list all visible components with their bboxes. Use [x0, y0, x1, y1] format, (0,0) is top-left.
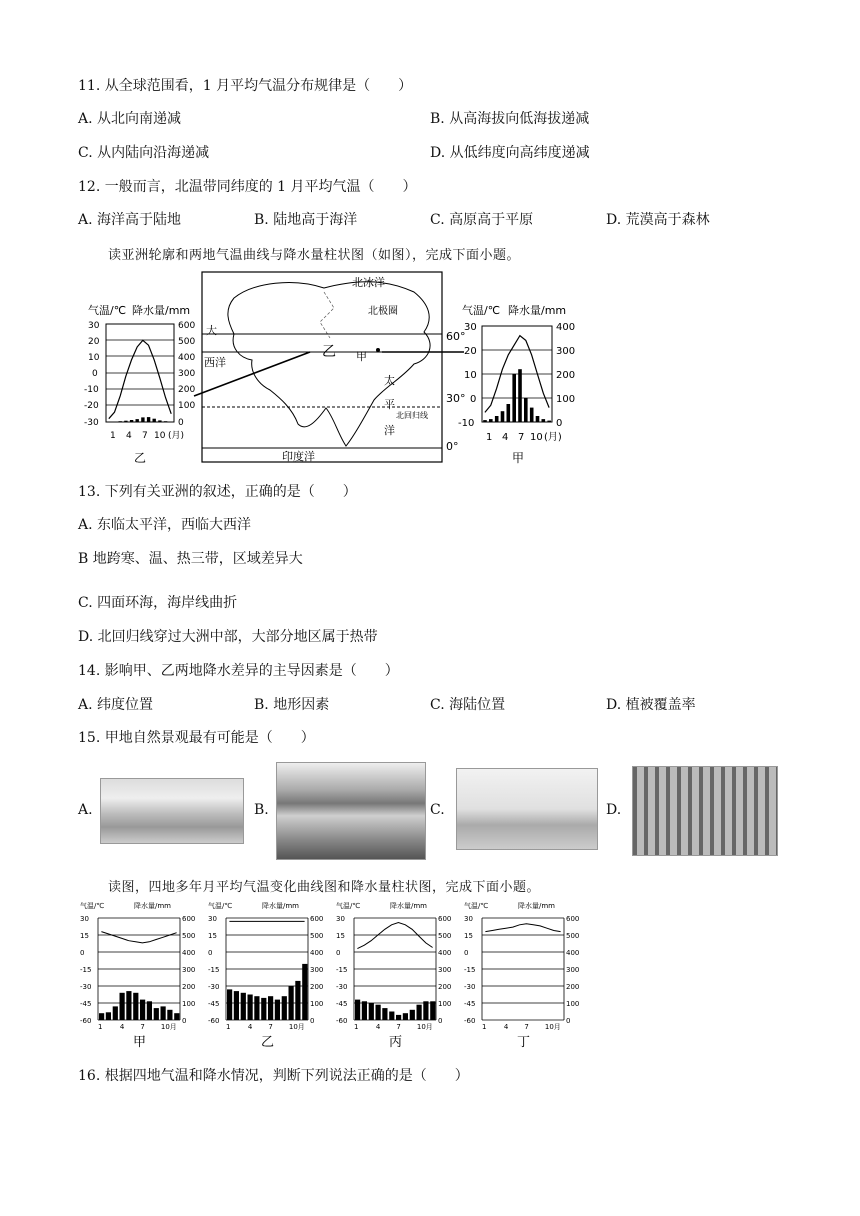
q13-option-c[interactable]: C. 四面环海，海岸线曲折 [78, 595, 238, 611]
q11-option-a[interactable]: A. 从北向南递减 [78, 111, 182, 127]
label-pacific-1: 太 [384, 374, 395, 387]
chart-precip-bar [302, 964, 307, 1020]
chart-temp-tick: -45 [336, 1000, 348, 1008]
svg-text:400: 400 [556, 322, 576, 333]
chart-precip-bar [289, 986, 294, 1020]
svg-text:10: 10 [464, 370, 477, 381]
chart-caption: 乙 [261, 1035, 275, 1050]
chart-month-tick: 7 [268, 1023, 273, 1031]
q11-option-d[interactable]: D. 从低纬度向高纬度递减 [430, 145, 590, 161]
chart-month-tick: 7 [140, 1023, 145, 1031]
q11-option-c[interactable]: C. 从内陆向沿海递减 [78, 145, 210, 161]
q14-option-b[interactable]: B. 地形因素 [254, 697, 330, 713]
chart-precip-tick: 400 [438, 949, 452, 957]
chart-temp-curve [357, 923, 432, 949]
svg-text:100: 100 [178, 401, 196, 411]
chart-yi-precip-bar [170, 422, 173, 423]
chart-precip-bar [133, 993, 138, 1020]
svg-text:4: 4 [126, 431, 132, 441]
q13-option-d[interactable]: D. 北回归线穿过大洲中部，大部分地区属于热带 [78, 629, 378, 645]
label-indian-ocean: 印度洋 [282, 450, 315, 463]
intro-1: 读亚洲轮廓和两地气温曲线与降水量柱状图（如图），完成下面小题。 [108, 248, 521, 263]
chart-temp-tick: 0 [336, 949, 341, 957]
landscape-b-grassland-image[interactable] [276, 762, 426, 860]
svg-text:1: 1 [486, 432, 493, 443]
svg-text:200: 200 [556, 370, 576, 381]
chart-month-tick: 4 [375, 1023, 381, 1031]
chart-jia-precip-bar [547, 421, 551, 422]
intro-2: 读图，四地多年月平均气温变化曲线图和降水量柱状图，完成下面小题。 [108, 880, 541, 895]
svg-text:0: 0 [178, 418, 184, 428]
chart-temp-tick: -30 [336, 983, 348, 991]
chart-yi-precip-bar [158, 420, 161, 422]
chart-yi-precip-label: 降水量/mm [132, 304, 191, 317]
chart-precip-bar [382, 1008, 387, 1020]
svg-text:200: 200 [178, 385, 196, 395]
svg-text:(月): (月) [168, 431, 185, 441]
chart-precip-bar [113, 1006, 118, 1020]
svg-text:-20: -20 [84, 401, 99, 411]
q13-stem: 13. 下列有关亚洲的叙述，正确的是（ ） [78, 484, 357, 500]
chart-precip-tick: 0 [566, 1017, 571, 1025]
chart-jia-precip-bar [501, 411, 505, 422]
chart-month-tick: 10月 [160, 1023, 177, 1031]
chart-yi-precip-bar [141, 417, 144, 422]
chart-precip-bar [369, 1003, 374, 1020]
chart-precip-bar [234, 991, 239, 1020]
chart-temp-tick: -30 [80, 983, 92, 991]
svg-text:20: 20 [464, 346, 477, 357]
svg-text:4: 4 [502, 432, 509, 443]
chart-jia-precip-bar [524, 398, 528, 422]
chart-precip-tick: 100 [182, 1000, 196, 1008]
chart-month-tick: 1 [482, 1023, 487, 1031]
chart-month-tick: 10月 [544, 1023, 561, 1031]
chart-precip-bar [417, 1005, 422, 1020]
svg-text:100: 100 [556, 394, 576, 405]
chart-precip-bar [120, 993, 125, 1020]
label-lat-0: 0° [446, 440, 459, 453]
chart-precip-tick: 200 [566, 983, 580, 991]
landscape-d-forest-image[interactable] [632, 766, 778, 856]
svg-text:10: 10 [154, 431, 166, 441]
chart-temp-axis-label: 气温/℃ [208, 902, 233, 910]
climate-chart-2 [208, 901, 323, 1050]
chart-precip-bar [154, 1008, 159, 1020]
chart-precip-tick: 0 [438, 1017, 443, 1025]
chart-precip-tick: 500 [566, 932, 580, 940]
chart-month-tick: 7 [524, 1023, 529, 1031]
chart-temp-tick: 30 [80, 915, 89, 923]
q14-stem: 14. 影响甲、乙两地降水差异的主导因素是（ ） [78, 663, 399, 679]
chart-precip-bar [248, 995, 253, 1021]
svg-text:10: 10 [88, 353, 100, 363]
climate-chart-1 [80, 901, 195, 1050]
chart-precip-bar [295, 981, 300, 1020]
label-atlantic-1: 大 [206, 324, 217, 337]
svg-text:600: 600 [178, 321, 196, 331]
chart-jia-precip-bar [489, 419, 493, 422]
q15-option-a[interactable]: A. [78, 802, 93, 818]
q15-stem: 15. 甲地自然景观最有可能是（ ） [78, 730, 315, 746]
chart-temp-tick: -15 [336, 966, 348, 974]
chart-precip-bar [106, 1012, 111, 1020]
chart-temp-tick: -15 [464, 966, 476, 974]
chart-temp-tick: 30 [336, 915, 345, 923]
asia-figure [84, 268, 584, 473]
chart-temp-tick: -30 [464, 983, 476, 991]
svg-text:-30: -30 [84, 418, 99, 428]
chart-jia-temp-label: 气温/℃ [462, 304, 501, 317]
chart-temp-tick: -45 [464, 1000, 476, 1008]
svg-text:30: 30 [88, 321, 100, 331]
chart-precip-tick: 300 [182, 966, 196, 974]
climate-chart-4 [464, 901, 579, 1050]
chart-precip-tick: 500 [182, 932, 196, 940]
chart-precip-bar [167, 1010, 172, 1020]
chart-temp-tick: -45 [208, 1000, 220, 1008]
label-atlantic-2: 西洋 [204, 356, 226, 369]
chart-temp-tick: -60 [80, 1017, 92, 1025]
q14-option-a[interactable]: A. 纬度位置 [78, 697, 154, 713]
chart-month-tick: 1 [98, 1023, 103, 1031]
chart-precip-tick: 600 [438, 915, 452, 923]
chart-precip-axis-label: 降水量/mm [390, 902, 427, 910]
chart-month-tick: 10月 [416, 1023, 433, 1031]
chart-yi-precip-bar [153, 419, 156, 422]
q12-option-b[interactable]: B. 陆地高于海洋 [254, 212, 358, 228]
label-yi: 乙 [322, 344, 336, 360]
chart-yi-temp-label: 气温/℃ [88, 304, 127, 317]
chart-precip-bar [161, 1006, 166, 1020]
chart-precip-tick: 200 [438, 983, 452, 991]
chart-temp-tick: -30 [208, 983, 220, 991]
q16-stem: 16. 根据四地气温和降水情况，判断下列说法正确的是（ ） [78, 1068, 469, 1084]
chart-precip-tick: 300 [310, 966, 324, 974]
chart-jia-precip-bar [483, 420, 487, 422]
chart-precip-tick: 600 [182, 915, 196, 923]
asia-map [194, 272, 466, 463]
label-jia: 甲 [356, 350, 367, 363]
svg-text:-10: -10 [84, 385, 99, 395]
label-arctic-circle: 北极圈 [368, 306, 398, 317]
q12-option-a[interactable]: A. 海洋高于陆地 [78, 212, 182, 228]
chart-precip-bar [268, 996, 273, 1020]
svg-text:0: 0 [556, 418, 563, 429]
chart-temp-tick: -15 [208, 966, 220, 974]
chart-month-tick: 10月 [288, 1023, 305, 1031]
q15-option-b[interactable]: B. [254, 802, 269, 818]
svg-text:0: 0 [92, 369, 98, 379]
chart-precip-bar [423, 1001, 428, 1020]
chart-precip-tick: 0 [182, 1017, 187, 1025]
four-climate-charts [80, 898, 580, 1052]
svg-text:-10: -10 [458, 418, 475, 429]
label-lat-30: 30° [446, 392, 466, 405]
chart-precip-tick: 400 [566, 949, 580, 957]
chart-jia-precip-bar [518, 369, 522, 422]
chart-temp-tick: 15 [208, 932, 217, 940]
q11-option-b[interactable]: B. 从高海拔向低海拔递减 [430, 111, 590, 127]
chart-jia [458, 303, 575, 465]
svg-text:300: 300 [556, 346, 576, 357]
q13-option-b[interactable]: B 地跨寒、温、热三带，区域差异大 [78, 551, 303, 567]
chart-precip-bar [147, 1001, 152, 1020]
q15-option-d[interactable]: D. [606, 802, 622, 818]
chart-precip-bar [362, 1001, 367, 1020]
chart-month-tick: 4 [119, 1023, 125, 1031]
label-lat-60: 60° [446, 330, 466, 343]
chart-month-tick: 7 [396, 1023, 401, 1031]
q14-option-d[interactable]: D. 植被覆盖率 [606, 697, 696, 713]
chart-precip-bar [261, 998, 266, 1020]
chart-temp-tick: -60 [464, 1017, 476, 1025]
chart-temp-tick: 15 [336, 932, 345, 940]
svg-text:400: 400 [178, 353, 196, 363]
svg-text:300: 300 [178, 369, 196, 379]
location-jia-marker [376, 348, 380, 352]
q15-option-c[interactable]: C. [430, 802, 445, 818]
chart-jia-precip-label: 降水量/mm [508, 304, 567, 317]
svg-text:1: 1 [110, 431, 116, 441]
climate-chart-3 [336, 901, 451, 1050]
chart-precip-bar [396, 1015, 401, 1020]
chart-caption: 甲 [133, 1035, 147, 1050]
chart-precip-bar [403, 1013, 408, 1020]
chart-temp-tick: -60 [336, 1017, 348, 1025]
chart-precip-tick: 100 [438, 1000, 452, 1008]
chart-precip-bar [410, 1010, 415, 1020]
chart-precip-bar [126, 991, 131, 1020]
chart-precip-bar [355, 1000, 360, 1020]
chart-precip-bar [430, 1001, 435, 1020]
chart-precip-tick: 400 [182, 949, 196, 957]
svg-text:20: 20 [88, 337, 100, 347]
chart-temp-curve [101, 932, 176, 943]
svg-text:10: 10 [530, 432, 543, 443]
chart-temp-tick: 30 [464, 915, 473, 923]
svg-text:(月): (月) [544, 432, 562, 443]
chart-precip-tick: 600 [566, 915, 580, 923]
svg-text:30: 30 [464, 322, 477, 333]
chart-precip-bar [174, 1013, 179, 1020]
chart-precip-bar [376, 1005, 381, 1020]
chart-precip-tick: 500 [310, 932, 324, 940]
chart-yi-caption: 乙 [134, 451, 147, 465]
chart-temp-tick: 30 [208, 915, 217, 923]
chart-yi-precip-bar [124, 421, 127, 422]
chart-precip-bar [282, 996, 287, 1020]
chart-precip-axis-label: 降水量/mm [262, 902, 299, 910]
chart-precip-tick: 600 [310, 915, 324, 923]
chart-precip-tick: 400 [310, 949, 324, 957]
chart-temp-axis-label: 气温/℃ [80, 902, 105, 910]
chart-jia-precip-bar [512, 374, 516, 422]
q12-stem: 12. 一般而言，北温带同纬度的 1 月平均气温（ ） [78, 179, 417, 195]
chart-precip-bar [241, 993, 246, 1020]
chart-precip-tick: 300 [438, 966, 452, 974]
label-pacific-3: 洋 [384, 424, 395, 437]
chart-yi-precip-bar [164, 421, 167, 422]
chart-month-tick: 4 [247, 1023, 253, 1031]
label-pacific-2: 平 [384, 398, 395, 411]
q13-option-a[interactable]: A. 东临太平洋，西临大西洋 [78, 517, 252, 533]
chart-temp-tick: 15 [80, 932, 89, 940]
svg-text:0: 0 [470, 394, 477, 405]
chart-precip-tick: 500 [438, 932, 452, 940]
chart-precip-bar [254, 996, 259, 1020]
chart-caption: 丙 [389, 1035, 403, 1050]
chart-temp-tick: 15 [464, 932, 473, 940]
landscape-c-shrub-image[interactable] [456, 768, 598, 850]
chart-temp-tick: -45 [80, 1000, 92, 1008]
chart-jia-precip-bar [542, 419, 546, 422]
chart-precip-bar [227, 989, 232, 1020]
chart-yi-precip-bar [130, 420, 133, 422]
chart-precip-axis-label: 降水量/mm [134, 902, 171, 910]
chart-month-tick: 4 [503, 1023, 509, 1031]
chart-month-tick: 1 [354, 1023, 359, 1031]
chart-temp-tick: 0 [80, 949, 85, 957]
chart-jia-precip-bar [507, 404, 511, 422]
map-frame [202, 272, 442, 462]
chart-temp-tick: 0 [208, 949, 213, 957]
chart-precip-bar [99, 1013, 104, 1020]
chart-temp-axis-label: 气温/℃ [336, 902, 361, 910]
chart-jia-precip-bar [495, 416, 499, 422]
chart-yi-temp-curve [109, 340, 171, 418]
chart-precip-tick: 0 [310, 1017, 315, 1025]
label-tropic: 北回归线 [396, 411, 428, 420]
q12-option-d[interactable]: D. 荒漠高于森林 [606, 212, 710, 228]
chart-precip-axis-label: 降水量/mm [518, 902, 555, 910]
q12-option-c[interactable]: C. 高原高于平原 [430, 212, 534, 228]
svg-text:500: 500 [178, 337, 196, 347]
chart-month-tick: 1 [226, 1023, 231, 1031]
label-arctic-ocean: 北冰洋 [352, 276, 385, 289]
chart-yi-precip-bar [136, 419, 139, 422]
chart-precip-tick: 200 [310, 983, 324, 991]
chart-precip-bar [140, 1000, 145, 1020]
chart-yi-precip-bar [113, 422, 116, 423]
chart-yi [84, 303, 195, 465]
svg-text:7: 7 [142, 431, 148, 441]
chart-jia-precip-bar [530, 408, 534, 422]
chart-temp-tick: 0 [464, 949, 469, 957]
chart-temp-tick: -60 [208, 1017, 220, 1025]
chart-precip-tick: 100 [566, 1000, 580, 1008]
landscape-a-desert-image[interactable] [100, 778, 244, 844]
chart-yi-precip-bar [147, 417, 150, 422]
chart-jia-caption: 甲 [512, 451, 525, 465]
chart-caption: 丁 [517, 1035, 531, 1050]
chart-precip-tick: 200 [182, 983, 196, 991]
chart-precip-bar [389, 1012, 394, 1021]
svg-text:7: 7 [518, 432, 525, 443]
chart-temp-tick: -15 [80, 966, 92, 974]
q14-option-c[interactable]: C. 海陆位置 [430, 697, 506, 713]
chart-temp-axis-label: 气温/℃ [464, 902, 489, 910]
chart-precip-bar [275, 1000, 280, 1020]
chart-temp-curve [485, 924, 560, 932]
chart-jia-precip-bar [536, 416, 540, 422]
chart-precip-tick: 100 [310, 1000, 324, 1008]
q11-stem: 11. 从全球范围看，1 月平均气温分布规律是（ ） [78, 78, 413, 94]
chart-yi-precip-bar [119, 421, 122, 422]
chart-precip-tick: 300 [566, 966, 580, 974]
